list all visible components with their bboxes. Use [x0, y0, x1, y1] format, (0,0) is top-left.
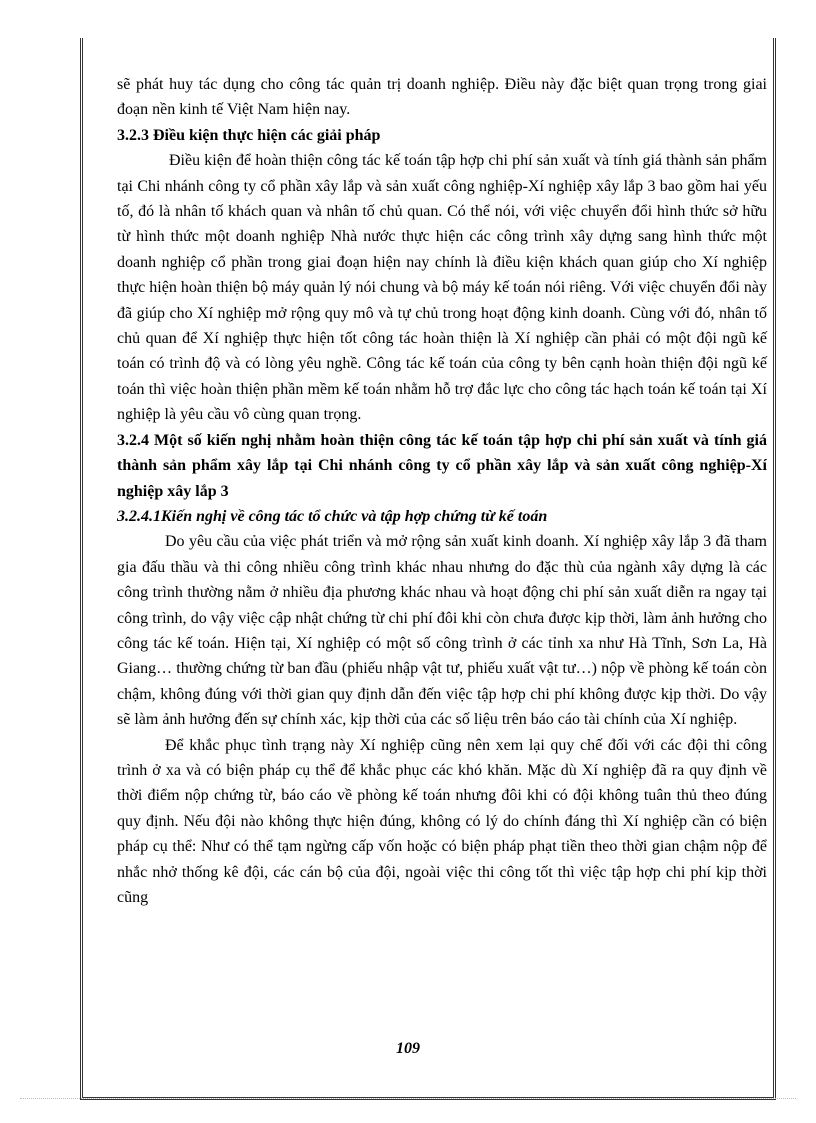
document-body: [117, 72, 767, 910]
paragraph-continuation: sẽ phát huy tác dụng cho công tác quản trị doanh nghiệp. Điều này đặc biệt quan trọng trong giai đoạn nền kinh tế Việt Nam hiện nay.: [117, 76, 767, 119]
paragraph-remedy: Để khắc phục tình trạng này Xí nghiệp cũng nên xem lại quy chế đối với các đội thi công trình ở xa và có biện pháp cụ thể để khắc phục các khó khăn. Mặc dù Xí nghiệp đã ra quy định về thời điểm nộp chứng từ, báo cáo về phòng kế toán nhưng đôi khi có đội không tuân thủ theo đúng quy định. Nếu đội nào không thực hiện đúng, không có lý do chính đáng thì Xí nghiệp cần có biện pháp cụ thể: Như có thể tạm ngừng cấp vốn hoặc có biện pháp phạt tiền theo thời gian chậm nộp để nhắc nhở thống kê đội, các cán bộ của đội, ngoài việc thi công tốt thì việc tập hợp chi phí kịp thời cũng: [117, 736, 767, 906]
section-heading-3-2-3: 3.2.3 Điều kiện thực hiện các giải pháp: [117, 126, 381, 144]
subsection-heading-3-2-4-1: 3.2.4.1Kiến nghị về công tác tổ chức và tập hợp chứng từ kế toán: [117, 507, 548, 525]
page-number: 109: [396, 1040, 420, 1057]
paragraph-conditions: Điều kiện để hoàn thiện công tác kế toán tập hợp chi phí sản xuất và tính giá thành sản phẩm tại Chi nhánh công ty cổ phần xây lắp và sản xuất công nghiệp-Xí nghiệp xây lắp 3 bao gồm hai yếu tố, đó là nhân tố khách quan và nhân tố chủ quan. Có thể nói, với việc chuyển đổi hình thức sở hữu từ hình thức một doanh nghiệp Nhà nước thực hiện các công trình xây dựng sang hình thức một doanh nghiệp cổ phần trong giai đoạn hiện nay chính là điều kiện khách quan giúp cho Xí nghiệp thực hiện hoàn thiện bộ máy quản lý nói chung và bộ máy kế toán nói riêng. Với việc chuyển đổi này đã giúp cho Xí nghiệp mở rộng quy mô và tự chủ trong hoạt động kinh doanh. Cùng với đó, nhân tố chủ quan để Xí nghiệp thực hiện tốt công tác hoàn thiện là Xí nghiệp cần phải có một đội ngũ kế toán có trình độ và có lòng yêu nghề. Công tác kế toán của công ty bên cạnh hoàn thiện đội ngũ kế toán thì việc hoàn thiện phần mềm kế toán nhằm hỗ trợ đắc lực cho công tác hạch toán kế toán tại Xí nghiệp là yêu cầu vô cùng quan trọng.: [117, 152, 767, 424]
paragraph-requirements: Do yêu cầu của việc phát triển và mở rộng sản xuất kinh doanh. Xí nghiệp xây lắp 3 đã tham gia đấu thầu và thi công nhiều công trình khác nhau nhưng do đặc thù của ngành xây dựng là các công trình thường nằm ở nhiều địa phương khác nhau và hoạt động chi phí sản xuất diễn ra ngay tại công trình, do vậy việc cập nhật chứng từ chi phí đôi khi còn chưa được kịp thời, làm ảnh hưởng cho công tác kế toán. Hiện tại, Xí nghiệp có một số công trình ở các tỉnh xa như Hà Tĩnh, Sơn La, Hà Giang… thường chứng từ ban đầu (phiếu nhập vật tư, phiếu xuất vật tư…) nộp về phòng kế toán còn chậm, không đúng với thời gian quy định dẫn đến việc tập hợp chi phí không được kịp thời. Do vậy sẽ làm ảnh hưởng đến sự chính xác, kịp thời của các số liệu trên báo cáo tài chính của Xí nghiệp.: [117, 533, 767, 729]
footer-dotted-rule: [20, 1098, 796, 1099]
section-heading-3-2-4: 3.2.4 Một số kiến nghị nhằm hoàn thiện công tác kế toán tập hợp chi phí sản xuất và tính giá thành sản phẩm xây lắp tại Chi nhánh công ty cổ phần xây lắp và sản xuất công nghiệp-Xí nghiệp xây lắp 3: [117, 431, 767, 500]
